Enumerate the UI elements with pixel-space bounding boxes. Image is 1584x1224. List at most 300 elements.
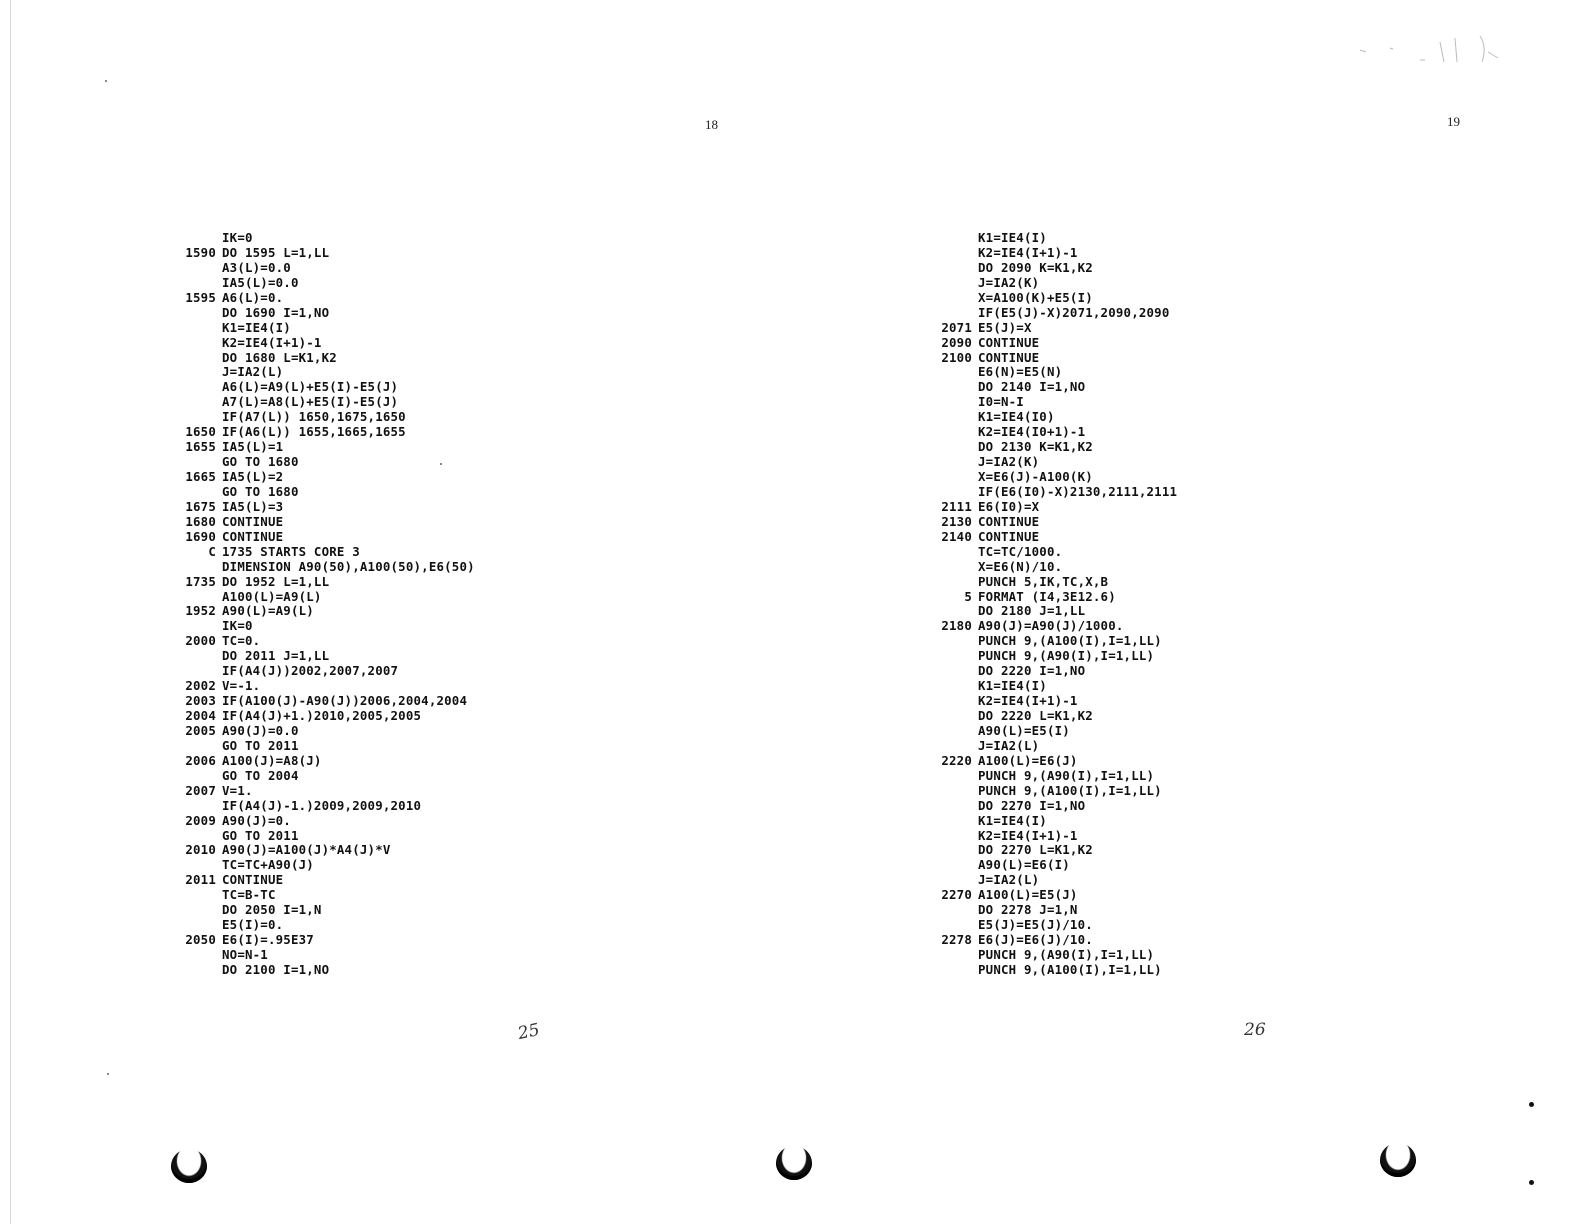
statement-label: [928, 814, 972, 829]
code-line: [928, 455, 1177, 470]
statement-label: 2180: [941, 618, 972, 634]
code-line: [928, 291, 1177, 306]
statement-label: [172, 918, 216, 933]
code-line: [172, 246, 475, 261]
statement-text: PUNCH 9,(A90(I),I=1,LL): [978, 767, 1155, 783]
statement-text: DO 2130 K=K1,K2: [978, 439, 1093, 455]
statement-label: 2050: [185, 932, 216, 948]
statement-text: PUNCH 9,(A90(I),I=1,LL): [978, 947, 1155, 962]
statement-text: A3(L)=0.0: [222, 259, 291, 275]
statement-label: [928, 903, 972, 918]
statement-label: [928, 560, 972, 575]
code-line: [928, 649, 1177, 664]
statement-text: E6(N)=E5(N): [978, 364, 1063, 380]
statement-label: [928, 858, 972, 873]
statement-label: 2002: [185, 678, 216, 694]
code-line: [928, 634, 1177, 649]
statement-label: 1595: [185, 289, 216, 305]
statement-label: C: [208, 543, 216, 559]
code-line: [928, 231, 1177, 246]
page-margin-line: [10, 0, 11, 1224]
statement-text: DO 2270 L=K1,K2: [978, 842, 1093, 858]
statement-label: 1590: [185, 244, 216, 260]
statement-text: K2=IE4(I+1)-1: [978, 244, 1078, 260]
statement-label: [928, 948, 972, 963]
statement-text: IA5(L)=2: [222, 469, 284, 484]
statement-label: [172, 903, 216, 918]
statement-label: [928, 664, 972, 679]
statement-text: A6(L)=0.: [222, 289, 284, 305]
statement-text: E6(I)=.95E37: [222, 932, 314, 948]
code-line: [928, 814, 1177, 829]
statement-label: [928, 425, 972, 440]
code-line: [172, 261, 475, 276]
statement-label: 2130: [941, 513, 972, 529]
code-line: [928, 769, 1177, 784]
code-line: [172, 545, 475, 560]
statement-label: [172, 455, 216, 470]
statement-text: A100(L)=A9(L): [222, 588, 322, 604]
statement-text: DO 2100 I=1,NO: [222, 961, 330, 977]
statement-text: IF(A7(L)) 1650,1675,1650: [222, 409, 406, 425]
statement-label: [172, 664, 216, 679]
statement-text: V=1.: [222, 782, 253, 798]
statement-label: [172, 560, 216, 575]
statement-label: [928, 380, 972, 395]
statement-text: IK=0: [222, 618, 253, 634]
code-line: [928, 246, 1177, 261]
statement-text: J=IA2(L): [978, 737, 1040, 753]
statement-text: A100(L)=E6(J): [978, 752, 1078, 768]
statement-text: J=IA2(L): [978, 872, 1040, 888]
statement-text: E5(I)=0.: [222, 917, 284, 933]
code-line: [928, 425, 1177, 440]
statement-text: J=IA2(K): [978, 274, 1040, 290]
statement-text: E5(J)=X: [978, 319, 1032, 335]
code-line: [172, 365, 475, 380]
code-line: [928, 784, 1177, 799]
statement-label: 2140: [941, 528, 972, 544]
punch-hole-left: [171, 1149, 207, 1183]
left-page-code-listing: [172, 231, 475, 978]
code-line: [928, 515, 1177, 530]
statement-text: TC=TC+A90(J): [222, 857, 314, 873]
statement-text: IF(E5(J)-X)2071,2090,2090: [978, 304, 1170, 320]
code-line: [172, 351, 475, 366]
statement-label: 2220: [941, 752, 972, 768]
statement-label: [928, 395, 972, 410]
handwritten-page-number-right: 26: [1244, 1020, 1266, 1040]
statement-label: 1665: [185, 469, 216, 484]
page-number-right: 19: [1447, 114, 1460, 129]
statement-label: [928, 679, 972, 694]
statement-label: [172, 336, 216, 351]
code-line: [172, 336, 475, 351]
statement-label: 2011: [185, 872, 216, 888]
statement-label: 2003: [185, 693, 216, 709]
code-line: [172, 769, 475, 784]
statement-text: DO 2180 J=1,LL: [978, 603, 1086, 619]
statement-label: [172, 261, 216, 276]
statement-label: [172, 858, 216, 873]
statement-text: DO 2278 J=1,N: [978, 902, 1078, 918]
statement-label: 1655: [185, 439, 216, 455]
code-line: [172, 694, 475, 709]
code-line: [172, 709, 475, 724]
punch-hole-right: [1380, 1143, 1416, 1177]
code-line: [928, 829, 1177, 844]
statement-text: IF(A6(L)) 1655,1665,1655: [222, 424, 406, 440]
page-number-left: 18: [705, 117, 718, 132]
statement-text: TC=TC/1000.: [978, 543, 1063, 559]
code-line: [172, 739, 475, 754]
code-line: [172, 634, 475, 649]
statement-text: CONTINUE: [978, 513, 1040, 529]
statement-text: CONTINUE: [978, 334, 1040, 350]
code-line: [172, 321, 475, 336]
right-page-code-listing: [928, 231, 1177, 978]
statement-text: DO 2220 I=1,NO: [978, 663, 1086, 679]
speck: [105, 80, 107, 82]
statement-text: IA5(L)=1: [222, 439, 284, 455]
statement-label: 2010: [185, 842, 216, 858]
statement-label: 1650: [185, 424, 216, 440]
speck: [440, 463, 442, 465]
code-line: [928, 873, 1177, 888]
statement-text: IF(A4(J)-1.)2009,2009,2010: [222, 797, 422, 813]
statement-label: [928, 649, 972, 664]
statement-label: [928, 545, 972, 560]
statement-label: [928, 963, 972, 978]
statement-text: DO 2011 J=1,LL: [222, 648, 330, 664]
statement-text: K1=IE4(I): [978, 230, 1047, 245]
statement-text: IA5(L)=0.0: [222, 274, 299, 290]
statement-text: A90(J)=A100(J)*A4(J)*V: [222, 842, 391, 858]
statement-text: CONTINUE: [222, 513, 284, 529]
statement-text: IF(A4(J)+1.)2010,2005,2005: [222, 708, 422, 723]
speck: [107, 1073, 109, 1075]
code-line: [172, 530, 475, 545]
statement-text: TC=B-TC: [222, 887, 276, 903]
code-line: [172, 575, 475, 590]
code-line: [928, 351, 1177, 366]
statement-text: X=E6(N)/10.: [978, 558, 1063, 574]
code-line: [172, 485, 475, 500]
code-line: [172, 455, 475, 470]
statement-text: GO TO 2011: [222, 827, 299, 843]
code-line: [172, 754, 475, 769]
statement-label: [172, 380, 216, 395]
statement-text: CONTINUE: [222, 528, 284, 544]
statement-text: CONTINUE: [222, 872, 284, 888]
statement-label: [172, 888, 216, 903]
statement-label: [928, 575, 972, 590]
statement-label: [172, 231, 216, 246]
code-line: [172, 918, 475, 933]
code-line: [172, 799, 475, 814]
code-line: [172, 604, 475, 619]
statement-label: [928, 709, 972, 724]
statement-label: [928, 440, 972, 455]
statement-label: [928, 604, 972, 619]
statement-text: V=-1.: [222, 678, 261, 694]
statement-label: [172, 649, 216, 664]
statement-label: 1690: [185, 528, 216, 544]
statement-text: IA5(L)=3: [222, 498, 284, 514]
statement-text: DO 1680 L=K1,K2: [222, 349, 337, 365]
statement-label: 1680: [185, 513, 216, 529]
statement-label: [172, 395, 216, 410]
code-line: [928, 500, 1177, 515]
statement-text: K1=IE4(I0): [978, 409, 1055, 425]
statement-text: K2=IE4(I+1)-1: [978, 827, 1078, 843]
code-line: [172, 231, 475, 246]
statement-label: [172, 365, 216, 380]
statement-label: [172, 321, 216, 336]
statement-label: [928, 634, 972, 649]
statement-text: TC=0.: [222, 633, 261, 649]
code-line: [928, 724, 1177, 739]
code-line: [928, 888, 1177, 903]
statement-label: [928, 843, 972, 858]
statement-text: A90(J)=0.: [222, 812, 291, 828]
statement-text: GO TO 1680: [222, 454, 299, 470]
statement-label: [928, 231, 972, 246]
code-line: [928, 440, 1177, 455]
statement-text: A7(L)=A8(L)+E5(I)-E5(J): [222, 394, 399, 410]
code-line: [172, 873, 475, 888]
statement-text: K1=IE4(I): [978, 812, 1047, 828]
statement-text: 1735 STARTS CORE 3: [222, 543, 360, 559]
statement-text: A90(J)=A90(J)/1000.: [978, 618, 1124, 634]
code-line: [172, 903, 475, 918]
statement-label: [928, 261, 972, 276]
code-line: [928, 679, 1177, 694]
statement-text: IF(E6(I0)-X)2130,2111,2111: [978, 483, 1178, 499]
statement-text: CONTINUE: [978, 528, 1040, 544]
statement-label: [928, 769, 972, 784]
statement-label: [928, 306, 972, 321]
statement-label: 2270: [941, 887, 972, 903]
code-line: [928, 276, 1177, 291]
statement-label: 2090: [941, 334, 972, 350]
statement-label: 1952: [185, 603, 216, 619]
statement-label: 2111: [941, 498, 972, 514]
statement-label: [928, 724, 972, 739]
statement-label: [928, 410, 972, 425]
statement-label: [172, 799, 216, 814]
statement-text: DO 1690 I=1,NO: [222, 304, 330, 320]
ink-dot: [1529, 1102, 1534, 1107]
code-line: [928, 799, 1177, 814]
statement-label: 1735: [185, 573, 216, 589]
statement-label: [928, 455, 972, 470]
statement-text: I0=N-I: [978, 394, 1024, 410]
statement-text: PUNCH 9,(A100(I),I=1,LL): [978, 961, 1162, 977]
statement-text: E6(J)=E6(J)/10.: [978, 932, 1093, 948]
code-line: [928, 470, 1177, 485]
code-line: [172, 425, 475, 440]
statement-text: K2=IE4(I+1)-1: [978, 693, 1078, 709]
code-line: [928, 619, 1177, 634]
code-line: [928, 694, 1177, 709]
code-line: [172, 784, 475, 799]
code-line: [172, 470, 475, 485]
statement-text: E5(J)=E5(J)/10.: [978, 917, 1093, 933]
code-line: [928, 739, 1177, 754]
code-line: [172, 306, 475, 321]
code-line: [172, 664, 475, 679]
code-line: [928, 336, 1177, 351]
code-line: [172, 410, 475, 425]
code-line: [928, 918, 1177, 933]
code-line: [928, 530, 1177, 545]
code-line: [928, 858, 1177, 873]
statement-text: DIMENSION A90(50),A100(50),E6(50): [222, 558, 475, 574]
code-line: [172, 963, 475, 978]
code-line: [172, 560, 475, 575]
statement-label: [172, 829, 216, 844]
statement-label: [928, 873, 972, 888]
code-line: [928, 963, 1177, 978]
statement-text: K1=IE4(I): [222, 319, 291, 335]
statement-text: A90(L)=E5(I): [978, 722, 1070, 738]
statement-text: X=E6(J)-A100(K): [978, 469, 1093, 484]
code-line: [928, 590, 1177, 605]
code-line: [928, 843, 1177, 858]
code-line: [172, 395, 475, 410]
faint-marking: [1330, 30, 1510, 100]
statement-label: [928, 485, 972, 500]
statement-label: [928, 739, 972, 754]
code-line: [928, 306, 1177, 321]
statement-text: PUNCH 9,(A100(I),I=1,LL): [978, 782, 1162, 798]
statement-text: A90(J)=0.0: [222, 722, 299, 738]
code-line: [928, 933, 1177, 948]
statement-label: [172, 276, 216, 291]
statement-text: IK=0: [222, 230, 253, 245]
code-line: [172, 276, 475, 291]
statement-label: 2071: [941, 319, 972, 335]
statement-text: K2=IE4(I+1)-1: [222, 334, 322, 350]
statement-text: NO=N-1: [222, 947, 268, 962]
statement-text: PUNCH 9,(A100(I),I=1,LL): [978, 633, 1162, 649]
statement-label: [928, 918, 972, 933]
statement-text: IF(A4(J))2002,2007,2007: [222, 663, 399, 679]
statement-text: PUNCH 5,IK,TC,X,B: [978, 573, 1109, 589]
statement-text: A100(J)=A8(J): [222, 752, 322, 768]
code-line: [928, 365, 1177, 380]
code-line: [928, 709, 1177, 724]
code-line: [928, 948, 1177, 963]
code-line: [928, 410, 1177, 425]
statement-label: [928, 784, 972, 799]
code-line: [928, 321, 1177, 336]
code-line: [172, 291, 475, 306]
statement-text: J=IA2(L): [222, 364, 284, 380]
statement-text: CONTINUE: [978, 349, 1040, 365]
statement-text: DO 2050 I=1,N: [222, 902, 322, 918]
statement-text: DO 2090 K=K1,K2: [978, 259, 1093, 275]
statement-label: [172, 485, 216, 500]
statement-label: [928, 365, 972, 380]
statement-label: [928, 246, 972, 261]
statement-text: K1=IE4(I): [978, 678, 1047, 694]
ink-dot: [1529, 1180, 1534, 1185]
statement-text: FORMAT (I4,3E12.6): [978, 588, 1116, 604]
statement-text: DO 2140 I=1,NO: [978, 379, 1086, 395]
statement-label: [172, 410, 216, 425]
statement-label: 2000: [185, 633, 216, 649]
code-line: [172, 933, 475, 948]
code-line: [928, 380, 1177, 395]
code-line: [172, 380, 475, 395]
statement-label: [172, 351, 216, 366]
statement-text: A90(L)=E6(I): [978, 857, 1070, 873]
statement-text: GO TO 1680: [222, 483, 299, 499]
code-line: [172, 724, 475, 739]
code-line: [928, 261, 1177, 276]
code-line: [172, 515, 475, 530]
statement-label: 2009: [185, 812, 216, 828]
code-line: [928, 664, 1177, 679]
statement-label: [172, 739, 216, 754]
statement-label: [172, 769, 216, 784]
code-line: [172, 590, 475, 605]
code-line: [172, 500, 475, 515]
code-line: [172, 679, 475, 694]
statement-label: [928, 694, 972, 709]
statement-text: GO TO 2004: [222, 767, 299, 783]
statement-text: DO 2270 I=1,NO: [978, 797, 1086, 813]
statement-text: X=A100(K)+E5(I): [978, 289, 1093, 305]
statement-text: IF(A100(J)-A90(J))2006,2004,2004: [222, 693, 468, 709]
statement-text: A6(L)=A9(L)+E5(I)-E5(J): [222, 379, 399, 395]
punch-hole-center: [776, 1146, 812, 1180]
code-line: [928, 604, 1177, 619]
statement-label: [928, 276, 972, 291]
statement-label: 2005: [185, 722, 216, 738]
statement-label: [928, 829, 972, 844]
code-line: [172, 649, 475, 664]
code-line: [928, 545, 1177, 560]
code-line: [172, 858, 475, 873]
code-line: [928, 575, 1177, 590]
handwritten-page-number-left: 25: [516, 1019, 542, 1045]
statement-label: 2278: [941, 932, 972, 948]
code-line: [172, 814, 475, 829]
statement-text: PUNCH 9,(A90(I),I=1,LL): [978, 648, 1155, 664]
statement-label: 1675: [185, 498, 216, 514]
statement-label: 2006: [185, 752, 216, 768]
statement-text: E6(I0)=X: [978, 498, 1040, 514]
statement-label: 2100: [941, 349, 972, 365]
statement-label: 5: [964, 588, 972, 604]
code-line: [172, 843, 475, 858]
statement-label: [172, 590, 216, 605]
statement-text: DO 1595 L=1,LL: [222, 244, 330, 260]
code-line: [172, 619, 475, 634]
statement-text: DO 2220 L=K1,K2: [978, 708, 1093, 723]
code-line: [172, 829, 475, 844]
statement-label: [928, 799, 972, 814]
code-line: [928, 560, 1177, 575]
code-line: [928, 903, 1177, 918]
statement-label: [172, 306, 216, 321]
statement-label: [172, 948, 216, 963]
statement-text: J=IA2(K): [978, 454, 1040, 470]
code-line: [928, 754, 1177, 769]
